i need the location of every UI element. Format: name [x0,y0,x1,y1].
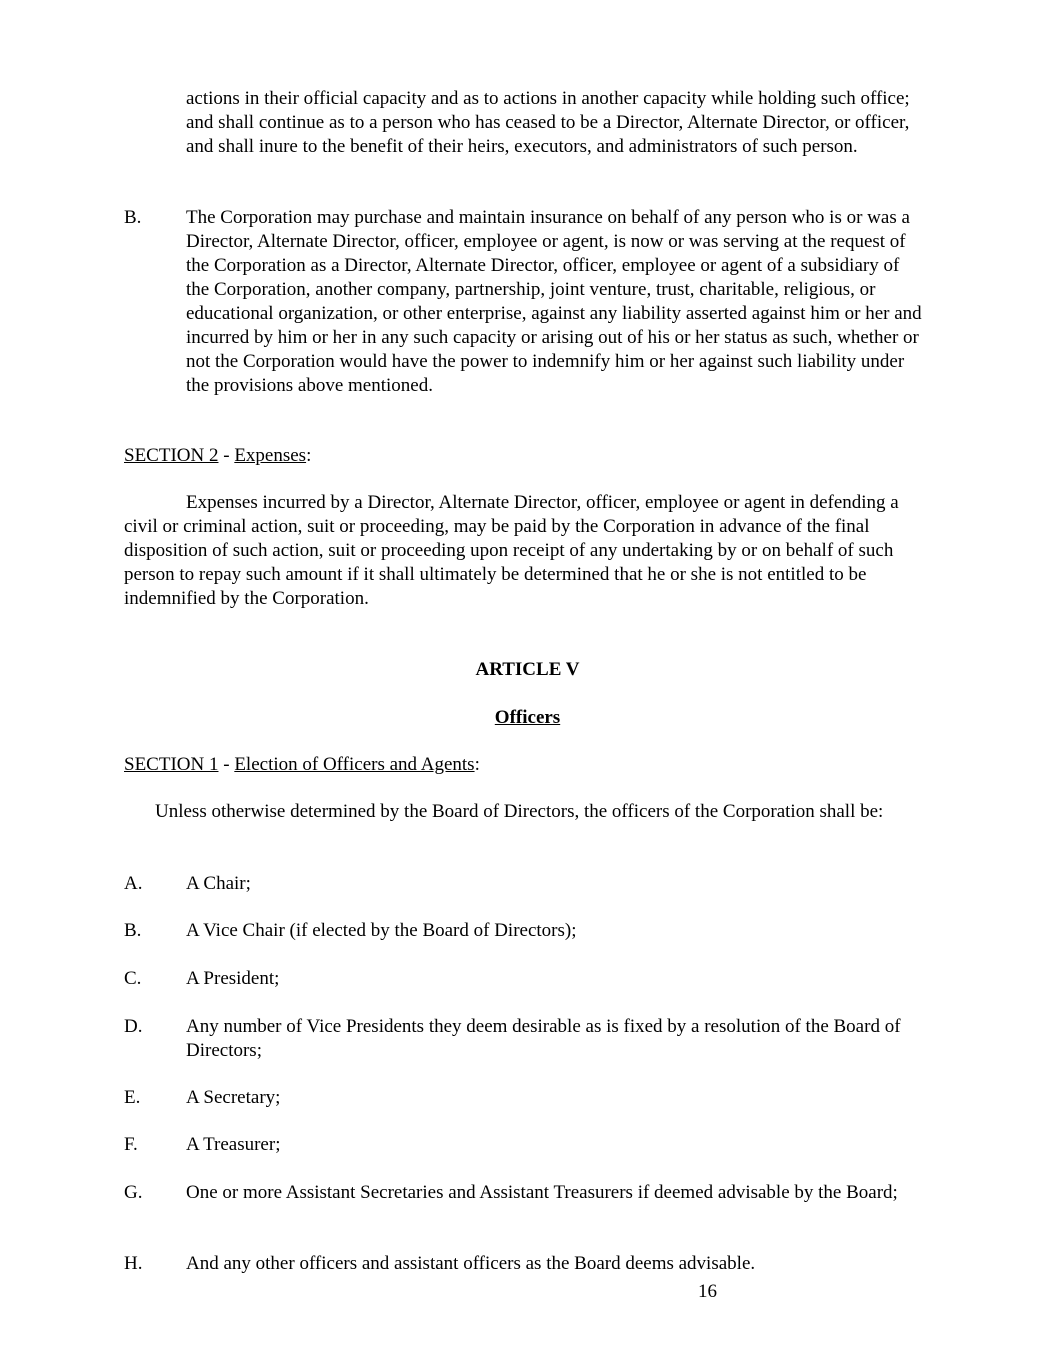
section-colon: : [306,445,312,466]
section-2-body: Expenses incurred by a Director, Alternate Director, officer, employee or agent in defending a civil or criminal action, suit or proceeding, may be paid by the Corporation in advance of the final disposition of such action, suit or proceeding upon receipt of any undertaking by or on behalf of such person to repay such amount if it shall ultimately be determined that he or she is not entitled to be indemnified by the Corporation. [124,492,899,609]
section-separator: - [218,445,235,466]
section-1-intro: Unless otherwise determined by the Board of Directors, the officers of the Corporation shall be: [155,801,884,822]
list-item-letter: D. [124,1016,143,1037]
article-title-text: Officers [494,707,561,728]
list-item-text: And any other officers and assistant officers as the Board deems advisable. [186,1253,756,1274]
item-text: The Corporation may purchase and maintain insurance on behalf of any person who is or was a Director, Alternate Director, officer, employee or agent, is now or was serving at the request of the Corporation as a Director, Alternate Director, officer, employee or agent of a subsidiary of the Corporation, another company, partnership, joint venture, trust, charitable, religious, or educational organization, or other enterprise, against any liability asserted against him or her and incurred by him or her in any such capacity or arising out of his or her status as such, whether or not the Corporation would have the power to indemnify him or her against such liability under the provisions above mentioned. [186,207,922,396]
continuation-paragraph: actions in their official capacity and as to actions in another capacity while holding such office; and shall continue as to a person who has ceased to be a Director, Alternate Director, or officer, and shall inure to the benefit of their heirs, executors, and administrators of such person. [186,88,910,157]
section-label: SECTION 1 [124,754,219,775]
article-title [0,706,1055,730]
list-item-text: A President; [186,968,280,989]
list-item-letter: A. [124,873,143,894]
list-item-text: One or more Assistant Secretaries and Assistant Treasurers if deemed advisable by the Board; [186,1182,898,1203]
list-item-text: A Chair; [186,873,251,894]
section-separator: - [218,754,235,775]
list-item-letter: G. [124,1182,143,1203]
article-heading: ARTICLE V [475,659,580,680]
section-title: Election of Officers and Agents [234,754,475,775]
page-number: 16 [698,1281,717,1302]
section-colon: : [474,754,480,775]
list-item-text: A Vice Chair (if elected by the Board of Directors); [186,920,577,941]
list-item-text: A Treasurer; [186,1134,281,1155]
list-item-letter: B. [124,920,142,941]
section-2-heading [124,444,924,468]
insurance-item [0,206,1055,426]
list-item-letter: E. [124,1087,141,1108]
list-item-letter: H. [124,1253,143,1274]
list-item-letter: C. [124,968,142,989]
list-item-text: Any number of Vice Presidents they deem desirable as is fixed by a resolution of the Board of Directors; [186,1016,901,1061]
section-1-heading [124,753,924,777]
section-label: SECTION 2 [124,445,219,466]
section-title: Expenses [234,445,307,466]
list-item-letter: F. [124,1134,138,1155]
item-letter: B. [124,207,142,228]
list-item-text: A Secretary; [186,1087,281,1108]
